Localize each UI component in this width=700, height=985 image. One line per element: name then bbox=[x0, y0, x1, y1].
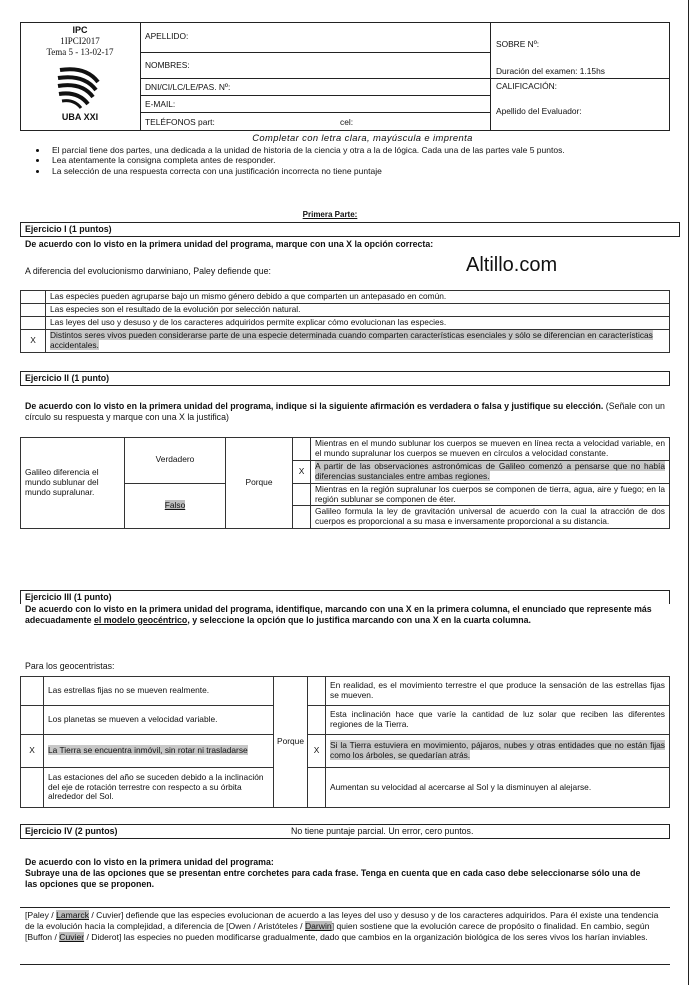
ej2-reason-text: Galileo formula la ley de gravitación universal de acuerdo con la cual la atracción de dos cuerpos es proporcional a su masa e inversamente proporcional a su distancia. bbox=[311, 506, 670, 529]
uba-logo-text: UBA XXI bbox=[61, 112, 99, 122]
ej1-option-text: Las leyes del uso y desuso y de los caracteres adquiridos permite explicar cómo evolucionan las especies. bbox=[46, 316, 670, 329]
ej3-sub: Para los geocentristas: bbox=[25, 661, 115, 671]
ej1-options-table bbox=[20, 290, 670, 353]
instruction-item: • Lea atentamente la consigna completa antes de responder. bbox=[48, 155, 658, 165]
ej4-text-4: / Diderot] las especies no pueden modificarse gradualmente, dado que cambios en la organización biológica de los seres vivos los harían inviables. bbox=[84, 932, 648, 942]
table-row[interactable] bbox=[21, 329, 670, 352]
ej2-reason-selected-text: A partir de las observaciones astronómicas de Galileo comenzó a pensarse que no había diferencias sustanciales entre ambas regiones. bbox=[315, 460, 665, 481]
ej3-porque-label: Porque bbox=[274, 677, 308, 808]
header-ipc: IPC bbox=[72, 25, 88, 35]
ej4-selected-cuvier[interactable]: Cuvier bbox=[59, 932, 85, 942]
ej2-mark-cell[interactable] bbox=[293, 506, 311, 529]
ej1-mark-cell[interactable] bbox=[21, 291, 46, 304]
ej4-title bbox=[20, 824, 670, 839]
ej2-mark-cell[interactable]: X bbox=[293, 460, 311, 483]
nombres-field[interactable]: NOMBRES: bbox=[145, 60, 190, 70]
instructions-heading: Completar con letra clara, mayúscula e imprenta bbox=[252, 132, 473, 143]
table-row bbox=[21, 768, 670, 808]
page-edge-line bbox=[688, 0, 689, 985]
ej2-title: Ejercicio II (1 punto) bbox=[20, 371, 670, 386]
watermark: Altillo.com bbox=[466, 254, 558, 276]
ej3-left-mark[interactable] bbox=[21, 677, 44, 706]
ej2-prompt-normal: (Señale con un círculo su respuesta y marque con una X la justifica) bbox=[25, 401, 665, 422]
ej3-right-text: Esta inclinación hace que varíe la cantidad de luz solar que reciben las diferentes regiones de la Tierra. bbox=[326, 706, 670, 735]
cel-field[interactable]: cel: bbox=[340, 117, 354, 127]
table-row bbox=[21, 677, 670, 706]
apellido-field[interactable]: APELLIDO: bbox=[145, 31, 189, 41]
instructions-list bbox=[20, 145, 658, 176]
instruction-item: • La selección de una respuesta correcta con una justificación incorrecta no tiene puntaje bbox=[48, 166, 658, 176]
uba-logo-icon bbox=[56, 62, 106, 110]
ej3-left-mark[interactable] bbox=[21, 768, 44, 808]
ej3-right-text: En realidad, es el movimiento terrestre el que produce la sensación de las estrellas fijas se mueven. bbox=[326, 677, 670, 706]
ej3-right-mark[interactable] bbox=[308, 677, 326, 706]
ej3-title: Ejercicio III (1 punto) bbox=[20, 590, 670, 604]
ej3-prompt bbox=[25, 604, 655, 625]
ej1-prompt: De acuerdo con lo visto en la primera unidad del programa, marque con una X la opción correcta: bbox=[25, 239, 434, 249]
ej2-mark-cell[interactable] bbox=[293, 483, 311, 506]
ej3-right-mark[interactable] bbox=[308, 768, 326, 808]
ej3-table bbox=[20, 676, 670, 808]
ej3-right-mark[interactable] bbox=[308, 706, 326, 735]
ej4-text-3: ] quien sostiene que la evolución carece de propósito o finalidad. En cambio, según [Buffon / bbox=[25, 921, 650, 942]
calificacion-field: CALIFICACIÓN: bbox=[496, 81, 557, 91]
duracion-label: Duración del examen: 1.15hs bbox=[496, 66, 605, 76]
ej1-option-text: Las especies pueden agruparse bajo un mismo género debido a que comparten un antepasado en común. bbox=[46, 291, 670, 304]
ej1-option-selected-text: Distintos seres vivos pueden considerarse parte de una especie determinada cuando comparten características esenciales y sólo se diferencian en características accidentales. bbox=[50, 329, 653, 350]
ej1-stem: A diferencia del evolucionismo darwiniano, Paley defiende que: bbox=[25, 266, 271, 276]
ej2-prompt bbox=[25, 401, 665, 422]
ej2-reason-text bbox=[311, 460, 670, 483]
ej1-mark-cell[interactable] bbox=[21, 316, 46, 329]
ej4-text-2: / Cuvier] defiende que las especies evolucionan de acuerdo a las leyes del uso y desuso y de los caracteres adquiridos. Para él existe una tendencia de la evolución hacia la complejidad, a diferencia de [Owen / Aristóteles / bbox=[25, 910, 659, 931]
table-row bbox=[21, 735, 670, 768]
ej3-right-mark[interactable]: X bbox=[308, 735, 326, 768]
ej3-left-text: Los planetas se mueven a velocidad variable. bbox=[44, 706, 274, 735]
ej3-left-selected-text: La Tierra se encuentra inmóvil, sin rotar ni trasladarse bbox=[48, 745, 248, 756]
ej3-right-text: Aumentan su velocidad al acercarse al Sol y la disminuyen al alejarse. bbox=[326, 768, 670, 808]
ej4-text-1: [Paley / bbox=[25, 910, 57, 920]
ej4-selected-darwin[interactable]: Darwin bbox=[304, 921, 332, 931]
dni-field[interactable]: DNI/CI/LC/LE/PAS. Nº: bbox=[145, 82, 231, 92]
ej2-mark-cell[interactable] bbox=[293, 438, 311, 461]
ej3-left-text bbox=[44, 735, 274, 768]
ej4-selected-lamarck[interactable]: Lamarck bbox=[56, 910, 90, 920]
ej2-statement: Galileo diferencia el mundo sublunar del mundo supralunar. bbox=[21, 438, 125, 529]
verdadero-option[interactable]: Verdadero bbox=[125, 438, 226, 484]
ej3-right-text bbox=[326, 735, 670, 768]
ej3-left-text: Las estaciones del año se suceden debido a la inclinación del eje de rotación terrestre con respecto a su órbita alrededor del Sol. bbox=[44, 768, 274, 808]
telefonos-field[interactable]: TELÉFONOS part: bbox=[145, 117, 215, 127]
primera-parte-heading: Primera Parte: bbox=[302, 210, 358, 219]
ej1-mark-cell[interactable] bbox=[21, 303, 46, 316]
ej2-prompt-bold: De acuerdo con lo visto en la primera unidad del programa, indique si la siguiente afirmación es verdadera o falsa y justifique su elección. bbox=[25, 401, 604, 411]
ej3-left-mark[interactable] bbox=[21, 706, 44, 735]
ej4-title-label: Ejercicio IV (2 puntos) bbox=[25, 826, 118, 836]
ej4-prompt-1: De acuerdo con lo visto en la primera unidad del programa: bbox=[25, 857, 274, 867]
table-row[interactable] bbox=[21, 291, 670, 304]
ej2-reason-text: Mientras en el mundo sublunar los cuerpos se mueven en línea recta a velocidad variable, en el mundo supralunar los cuerpos se mueven en círculos a velocidad constante. bbox=[311, 438, 670, 461]
table-row bbox=[21, 438, 670, 461]
ej3-prompt-underlined: el modelo geocéntrico bbox=[93, 614, 188, 625]
ej3-left-mark[interactable]: X bbox=[21, 735, 44, 768]
table-row[interactable] bbox=[21, 316, 670, 329]
ej2-table bbox=[20, 437, 670, 529]
ej4-answer-box bbox=[20, 907, 670, 965]
table-row bbox=[21, 706, 670, 735]
ej4-note: No tiene puntaje parcial. Un error, cero puntos. bbox=[291, 826, 474, 836]
ej3-left-text: Las estrellas fijas no se mueven realmente. bbox=[44, 677, 274, 706]
table-row[interactable] bbox=[21, 303, 670, 316]
evaluador-field: Apellido del Evaluador: bbox=[496, 106, 582, 116]
ej1-option-text: Las especies son el resultado de la evolución por selección natural. bbox=[46, 303, 670, 316]
header-tema: Tema 5 - 13-02-17 bbox=[46, 47, 114, 57]
ej3-prompt-a: De acuerdo con lo visto en la primera unidad del programa, identifique, marcando con una X en la primera columna, el enunciado que represente más adecuadamente bbox=[25, 604, 652, 625]
ej1-mark-cell[interactable]: X bbox=[21, 329, 46, 352]
ej2-reason-text: Mientras en la región supralunar los cuerpos se componen de tierra, agua, aire y fuego; en la región sublunar se componen de éter. bbox=[311, 483, 670, 506]
ej3-right-selected-text: Si la Tierra estuviera en movimiento, pájaros, nubes y otras entidades que no están fijas como los árboles, se quedarían atrás. bbox=[330, 740, 665, 760]
falso-option[interactable] bbox=[125, 483, 226, 529]
sobre-field: SOBRE Nº: bbox=[496, 39, 540, 49]
ej4-prompt-2: Subraye una de las opciones que se presentan entre corchetes para cada frase. Tenga en cuenta que en cada caso debe seleccionarse sólo una de las opciones que se proponen. bbox=[25, 868, 641, 889]
email-field[interactable]: E-MAIL: bbox=[145, 99, 176, 109]
falso-option-label: Falso bbox=[164, 499, 186, 510]
ej1-option-text bbox=[46, 329, 670, 352]
porque-label: Porque bbox=[226, 438, 293, 529]
ej3-prompt-b: , y seleccione la opción que lo justifica marcando con una X en la cuarta columna. bbox=[187, 614, 531, 625]
ej1-title: Ejercicio I (1 puntos) bbox=[20, 222, 680, 237]
instruction-item: • El parcial tiene dos partes, una dedicada a la unidad de historia de la ciencia y otra a la de lógica. Cada una de las partes vale 5 puntos. bbox=[48, 145, 658, 155]
header-code: 1IPCI2017 bbox=[60, 36, 100, 46]
